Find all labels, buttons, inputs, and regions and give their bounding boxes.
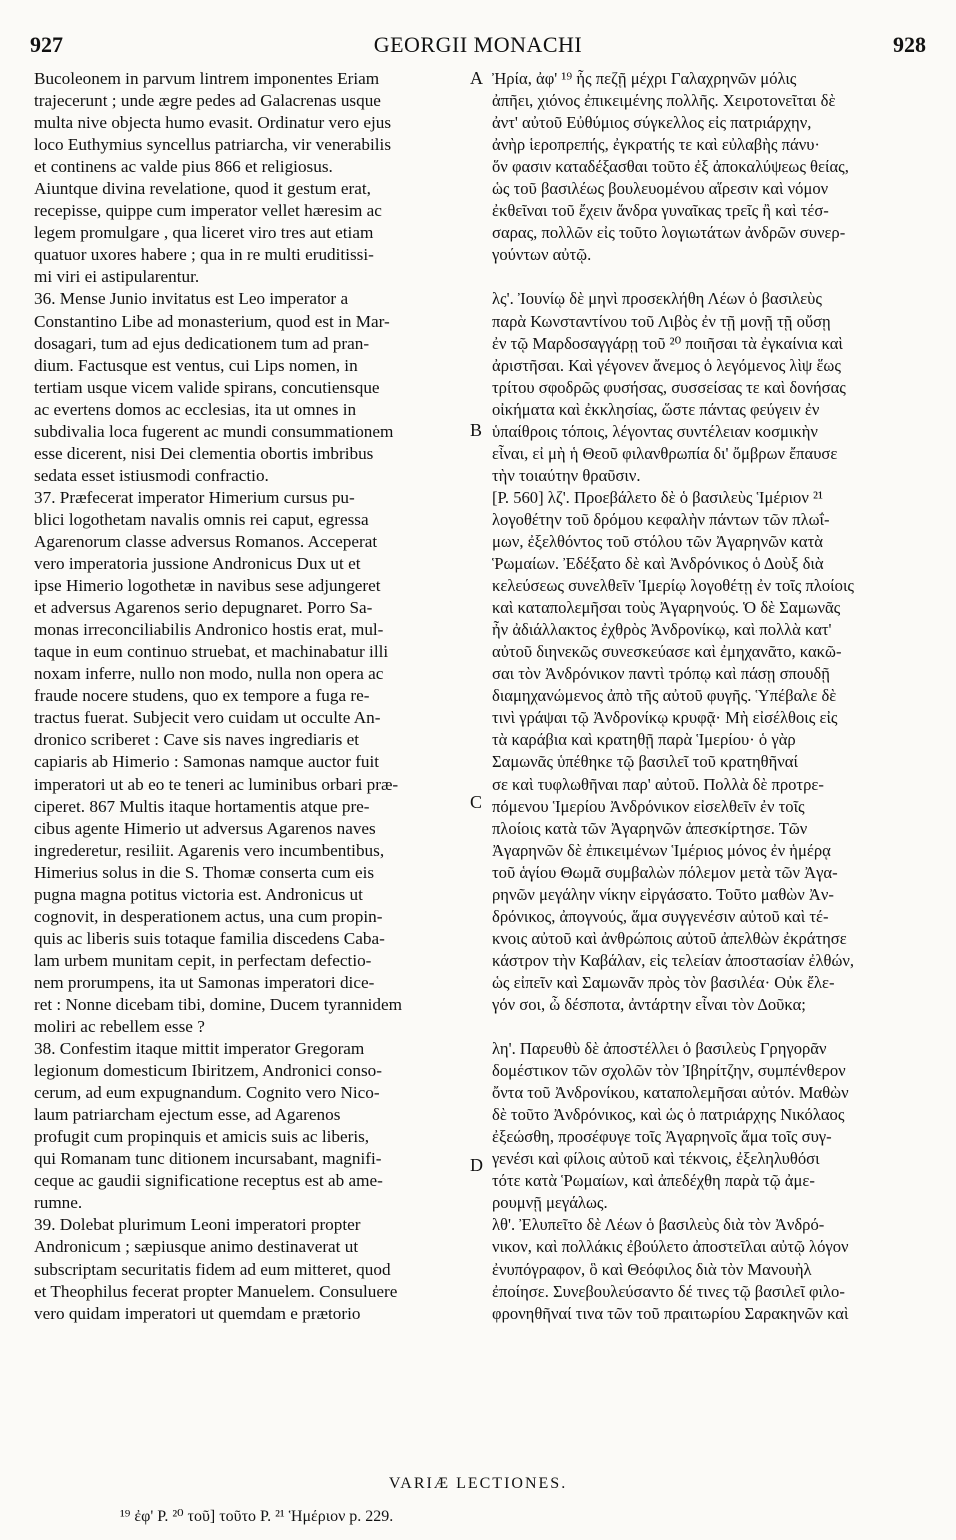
greek-line: διαμηχανώμενος ἀπὸ τῆς αὐτοῦ φυγῆς. Ὑπέβαλε δὲ bbox=[492, 686, 837, 706]
latin-line: Andronicum ; sæpiusque animo destinaverat ut bbox=[34, 1237, 359, 1257]
latin-line: 39. Dolebat plurimum Leoni imperatori propter bbox=[34, 1215, 361, 1235]
latin-line: Aiuntque divina revelatione, quod it gestum erat, bbox=[34, 179, 371, 199]
greek-line: ἦν ἀδιάλλακτος ἐχθρὸς Ἀνδρονίκῳ, καὶ πολλὰ κατ' bbox=[492, 620, 832, 640]
greek-line: δομέστικον τῶν σχολῶν τὸν Ἰβηρίτζην, συμπένθερον bbox=[492, 1061, 846, 1081]
latin-line: ceque ac gaudii significatione receptus est ab ame- bbox=[34, 1171, 383, 1191]
greek-line: ἀνὴρ ἱεροπρεπής, ἐγκρατής τε καὶ εὐλαβὴς πάνυ· bbox=[492, 135, 820, 155]
greek-line: κελεύσεως συνελθεῖν Ἱμερίῳ λογοθέτῃ ἐν τοῖς πλοίοις bbox=[492, 576, 854, 596]
greek-line: κάστρον τὴν Καβάλαν, εἰς τελείαν ἀποστασίαν ἐλθών, bbox=[492, 950, 855, 970]
greek-line: ὑπαίθροις τόποις, λέγοντας συντέλειαν κοσμικὴν bbox=[492, 421, 818, 441]
greek-line: λθ'. Ἐλυπεῖτο δὲ Λέων ὁ βασιλεὺς διὰ τὸν Ἀνδρό- bbox=[492, 1215, 825, 1235]
latin-line: Agarenorum classe adversus Romanos. Acceperat bbox=[34, 531, 378, 551]
greek-line: τινὶ γράψαι τῷ Ἀνδρονίκῳ κρυφᾷ· Μὴ εἰσέλθοις εἰς bbox=[492, 708, 838, 728]
greek-line: οἰκήματα καὶ ἐκκλησίας, ὥστε πάντας φεύγειν ἐν bbox=[492, 399, 820, 419]
greek-line: ὅν φασιν καταδέξασθαι τοῦτο ἐξ ἀποκαλύψεως θείας, bbox=[492, 157, 849, 177]
greek-line: σε καὶ τυφλωθῆναι παρ' αὐτοῦ. Πολλὰ δὲ προτρε- bbox=[492, 774, 824, 794]
latin-column bbox=[34, 68, 466, 1325]
marginal-letter-d: D bbox=[470, 1155, 483, 1175]
greek-line: λη'. Παρευθὺ δὲ ἀποστέλλει ὁ βασιλεὺς Γρηγορᾶν bbox=[492, 1039, 827, 1059]
latin-line: ciperet. 867 Multis itaque hortamentis atque pre- bbox=[34, 796, 370, 816]
latin-line: legionum domesticum Ibiritzem, Andronici conso- bbox=[34, 1061, 382, 1081]
latin-line: profugit cum propinquis et amicis suis ac liberis, bbox=[34, 1127, 370, 1147]
greek-line: ἐξεώσθη, προσέφυγε τοῖς Ἀγαρηνοῖς ἅμα τοῖς συγ- bbox=[492, 1127, 832, 1147]
latin-line: moliri ac rebellem esse ? bbox=[34, 1017, 205, 1037]
latin-line: trajecerunt ; unde ægre pedes ad Galacrenas usque bbox=[34, 91, 381, 111]
greek-line: τὰ καράβια καὶ κρατηθῇ παρὰ Ἱμερίου· ὁ γὰρ bbox=[492, 730, 796, 750]
greek-line: εἶναι, εἰ μὴ ἡ Θεοῦ φιλανθρωπία δι' ὄμβρων ἔπαυσε bbox=[492, 443, 838, 463]
greek-line: [P. 560] λζ'. Προεβάλετο δὲ ὁ βασιλεὺς Ἱμέριον ²¹ bbox=[492, 487, 823, 507]
greek-line: φρονηθῆναί τινα τῶν τοῦ πραιτωρίου Σαρακηνῶν καὶ bbox=[492, 1303, 849, 1323]
latin-line: quis ac liberis suis totaque familia discedens Caba- bbox=[34, 928, 385, 948]
latin-line: Himerius solus in die S. Thomæ conserta cum eis bbox=[34, 862, 375, 882]
latin-line: quatuor uxores habere ; qua in re multi eruditissi- bbox=[34, 245, 374, 265]
latin-line: recepisse, quippe cum imperator vellet hæresim ac bbox=[34, 201, 382, 221]
greek-line: καὶ καταπολεμῆσαι τοὺς Ἀγαρηνούς. Ὁ δὲ Σαμωνᾶς bbox=[492, 598, 841, 618]
greek-line: ὄντα τοῦ Ἀνδρονίκου, καταπολεμῆσαι αὐτόν. Μαθὼν bbox=[492, 1083, 849, 1103]
greek-line: γούντων αὐτῷ. bbox=[492, 245, 592, 265]
greek-line: ὡς τοῦ βασιλέως βουλευομένου αἵρεσιν καὶ νόμον bbox=[492, 179, 829, 199]
greek-line: ἐκθεῖναι τοῦ ἔχειν ἄνδρα γυναῖκας τρεῖς ἢ καὶ τέσ- bbox=[492, 201, 829, 221]
greek-line: ἐνυπόγραφον, ὃ καὶ Θεόφιλος διὰ τὸν Μανουὴλ bbox=[492, 1259, 812, 1279]
greek-column bbox=[492, 68, 926, 1325]
latin-line: noxam inferre, nullo non modo, nulla non opera ac bbox=[34, 664, 384, 684]
greek-line: Ῥωμαίων. Ἐδέξατο δὲ καὶ Ἀνδρόνικος ὁ Δοὺξ διὰ bbox=[492, 554, 824, 574]
latin-line: legem promulgare , qua liceret viro tres aut etiam bbox=[34, 223, 374, 243]
greek-line: κνοις αὐτοῦ καὶ ἀνθρώποις αὐτοῦ ἀπελθὼν ἐκράτησε bbox=[492, 928, 847, 948]
greek-line: δὲ τοῦτο Ἀνδρόνικος, καὶ ὡς ὁ πατριάρχης Νικόλαος bbox=[492, 1105, 845, 1125]
greek-line: μων, ἐξελθόντος τοῦ στόλου τῶν Ἀγαρηνῶν κατὰ bbox=[492, 531, 823, 551]
latin-line: 37. Præfecerat imperator Himerium cursus pu- bbox=[34, 487, 355, 507]
greek-line: ρουμνῇ μεγάλως. bbox=[492, 1193, 608, 1213]
latin-line: 38. Confestim itaque mittit imperator Gregoram bbox=[34, 1039, 365, 1059]
latin-line: tertiam usque vicem valide spirans, concutiensque bbox=[34, 377, 380, 397]
latin-line: et adversus Agarenos serio depugnaret. Porro Sa- bbox=[34, 598, 373, 618]
varia-lectiones-notes: ¹⁹ ἐφ' P. ²⁰ τοῦ] τοῦτο P. ²¹ Ἡμέριον p. 229. bbox=[120, 1508, 394, 1525]
greek-line: Ἠρία, ἀφ' ¹⁹ ἧς πεζῇ μέχρι Γαλαχρηνῶν μόλις bbox=[492, 69, 797, 88]
greek-line: ρηνῶν μεγάλην νίκην εἰργάσατο. Τοῦτο μαθὼν Ἀν- bbox=[492, 884, 834, 904]
latin-line: subscriptam securitatis fidem ad eum mitteret, quod bbox=[34, 1259, 391, 1279]
greek-line: σαι τὸν Ἀνδρόνικον παντὶ τρόπῳ καὶ πάσῃ σπουδῇ bbox=[492, 664, 830, 684]
greek-line: τοῦ ἁγίου Θωμᾶ συμβαλὼν πόλεμον μετὰ τῶν Ἀγα- bbox=[492, 862, 838, 882]
greek-line: γενέσι καὶ φίλοις αὐτοῦ καὶ τέκνοις, ἐξεληλυθόσι bbox=[492, 1149, 820, 1169]
latin-line: blici logothetam navalis omnis rei caput, egressa bbox=[34, 509, 369, 529]
greek-line bbox=[492, 1016, 926, 1038]
latin-line: ac evertens domos ac ecclesias, ita ut omnes in bbox=[34, 399, 357, 419]
running-title: GEORGII MONACHI bbox=[373, 32, 583, 57]
marginal-letter-c: C bbox=[470, 792, 483, 812]
latin-line: subdivalia loca fugerent ac mundi consummationem bbox=[34, 421, 394, 441]
latin-line: taque in eum continuo struebat, et machinabatur illi bbox=[34, 642, 389, 662]
greek-line: παρὰ Κωνσταντίνου τοῦ Λιβὸς ἐν τῇ μονῇ τῇ οὔσῃ bbox=[492, 311, 831, 331]
page-number-left: 927 bbox=[30, 32, 63, 57]
greek-line: τότε κατὰ Ῥωμαίων, καὶ ἀπεδέχθη παρὰ τῷ ἀμε- bbox=[492, 1171, 815, 1191]
latin-line: dium. Factusque est ventus, cui Lips nomen, in bbox=[34, 355, 358, 375]
latin-line: ipse Himerio logothetæ in navibus sese adjungeret bbox=[34, 576, 381, 596]
marginal-letter-b: B bbox=[470, 420, 483, 440]
latin-line: cerum, ad eum expugnandum. Cognito vero Nico- bbox=[34, 1083, 380, 1103]
latin-line: vero quidam imperatori ut quemdam e prætorio bbox=[34, 1303, 361, 1323]
latin-line: sedata esset istiusmodi confractio. bbox=[34, 465, 269, 485]
latin-line: rumne. bbox=[34, 1193, 83, 1213]
latin-line: qui Romanam tunc ditionem incursabant, magnifi- bbox=[34, 1149, 382, 1169]
latin-line: pugna magna potitus victoria est. Andronicus ut bbox=[34, 884, 363, 904]
greek-line: λς'. Ἰουνίῳ δὲ μηνὶ προσεκλήθη Λέων ὁ βασιλεὺς bbox=[492, 289, 822, 309]
greek-line: τὴν τοιαύτην θραῦσιν. bbox=[492, 465, 641, 485]
greek-line: αὐτοῦ διηνεκῶς συνεσκεύασε καὶ ἐμηχανᾶτο, κακῶ- bbox=[492, 642, 842, 662]
page-number-right: 928 bbox=[893, 32, 926, 57]
greek-line: γόν σοι, ὦ δέσποτα, ἀντάρτην εἶναι τὸν Δοῦκα; bbox=[492, 994, 806, 1014]
latin-line: mi viri ei astipularentur. bbox=[34, 267, 200, 287]
latin-line: dronico scriberet : Cave sis naves ingrediaris et bbox=[34, 730, 360, 750]
latin-line: monas irreconciliabilis Andronico hostis erat, mul- bbox=[34, 620, 384, 640]
latin-line: dosagari, tum ad ejus dedicationem tum ad pran- bbox=[34, 333, 370, 353]
marginal-letter-a: A bbox=[470, 68, 483, 88]
greek-line: ἐποίησε. Συνεβουλεύσαντο δέ τινες τῷ βασιλεῖ φιλο- bbox=[492, 1281, 845, 1301]
page-header bbox=[30, 32, 926, 64]
latin-line: et Theophilus fecerat propter Manuelem. Consuluere bbox=[34, 1281, 398, 1301]
greek-line: νικον, καὶ πολλάκις ἐβούλετο ἀποστεῖλαι αὐτῷ λόγον bbox=[492, 1237, 849, 1257]
latin-line: ret : Nonne dicebam tibi, domine, Ducem tyrannidem bbox=[34, 994, 402, 1014]
greek-line: ἐν τῷ Μαρδοσαγγάρῃ τοῦ ²⁰ ποιῆσαι τὰ ἐγκαίνια καὶ bbox=[492, 333, 843, 353]
greek-line: ἀντ' αὐτοῦ Εὐθύμιος σύγκελλος εἰς πατριάρχην, bbox=[492, 113, 812, 133]
greek-line: Σαμωνᾶς ὑπέθηκε τῷ βασιλεῖ τοῦ κρατηθῆναί bbox=[492, 752, 798, 772]
latin-line: tractus fuerat. Subjecit vero cuidam ut occulte An- bbox=[34, 708, 381, 728]
latin-line: esse dicerent, nisi Dei clementia obortis imbribus bbox=[34, 443, 374, 463]
latin-line: cibus agente Himerio ut adversus Agarenos naves bbox=[34, 818, 376, 838]
greek-line: ἀριστῆσαι. Καὶ γέγονεν ἄνεμος ὁ λεγόμενος λὶψ ἕως bbox=[492, 355, 841, 375]
greek-line: τρίτου σφοδρῶς φυσήσας, συσσείσας τε καὶ δονήσας bbox=[492, 377, 846, 397]
greek-line: πόμενου Ἱμερίου Ἀνδρόνικον εἰσελθεῖν ἐν τοῖς bbox=[492, 796, 805, 816]
varia-lectiones-heading: VARIÆ LECTIONES. bbox=[388, 1475, 568, 1492]
latin-line: et continens ac valde pius 866 et religiosus. bbox=[34, 157, 333, 177]
latin-line: Bucoleonem in parvum lintrem imponentes Eriam bbox=[34, 69, 380, 88]
latin-line: loco Euthymius syncellus patriarcha, vir venerabilis bbox=[34, 135, 392, 155]
latin-line: fraude nocere studens, quo ex tempore a fuga re- bbox=[34, 686, 370, 706]
latin-line: multa nive objecta humo evasit. Ordinatur vero ejus bbox=[34, 113, 392, 133]
latin-line: nem prorumpens, ita ut Samonas imperatori dice- bbox=[34, 972, 375, 992]
latin-line: lam urbem munitam cepit, in perfectam defectio- bbox=[34, 950, 372, 970]
latin-line: ingrederetur, resiliit. Agarenis vero incumbentibus, bbox=[34, 840, 385, 860]
latin-line: Constantino Libe ad monasterium, quod est in Mar- bbox=[34, 311, 390, 331]
greek-line: ὡς εἰπεῖν καὶ Σαμωνᾶν πρὸς τὸν βασιλέα· Οὐκ ἔλε- bbox=[492, 972, 835, 992]
greek-line: ἀπῆει, χιόνος ἐπικειμένης πολλῆς. Χειροτονεῖται δὲ bbox=[492, 91, 836, 111]
latin-line: capiaris ab Himerio : Samonas namque auctor fuit bbox=[34, 752, 380, 772]
latin-line: vero imperatoria jussione Andronicus Dux ut et bbox=[34, 554, 361, 574]
greek-line: δρόνικος, ἀπογνούς, ἅμα συγγενέσιν αὐτοῦ καὶ τέ- bbox=[492, 906, 829, 926]
greek-line: σαρας, πολλῶν εἰς τοῦτο λογιωτάτων ἀνδρῶν συνερ- bbox=[492, 223, 846, 243]
greek-line bbox=[492, 266, 926, 288]
latin-line: 36. Mense Junio invitatus est Leo imperator a bbox=[34, 289, 349, 309]
greek-line: πλοίοις κατὰ τῶν Ἀγαρηνῶν ἀπεσκίρτησε. Τῶν bbox=[492, 818, 808, 838]
latin-line: cognovit, in desperationem actus, una cum propin- bbox=[34, 906, 383, 926]
greek-line: Ἀγαρηνῶν δὲ ἐπικειμένων Ἱμέριος μόνος ἐν ἡμέρᾳ bbox=[492, 840, 831, 860]
latin-line: laum patriarcham ejectum esse, ad Agarenos bbox=[34, 1105, 341, 1125]
greek-line: λογοθέτην τοῦ δρόμου κεφαλὴν πάντων τῶν πλωΐ- bbox=[492, 509, 830, 529]
latin-line: imperatori ut ab eo te teneri ac luminibus orbari præ- bbox=[34, 774, 399, 794]
